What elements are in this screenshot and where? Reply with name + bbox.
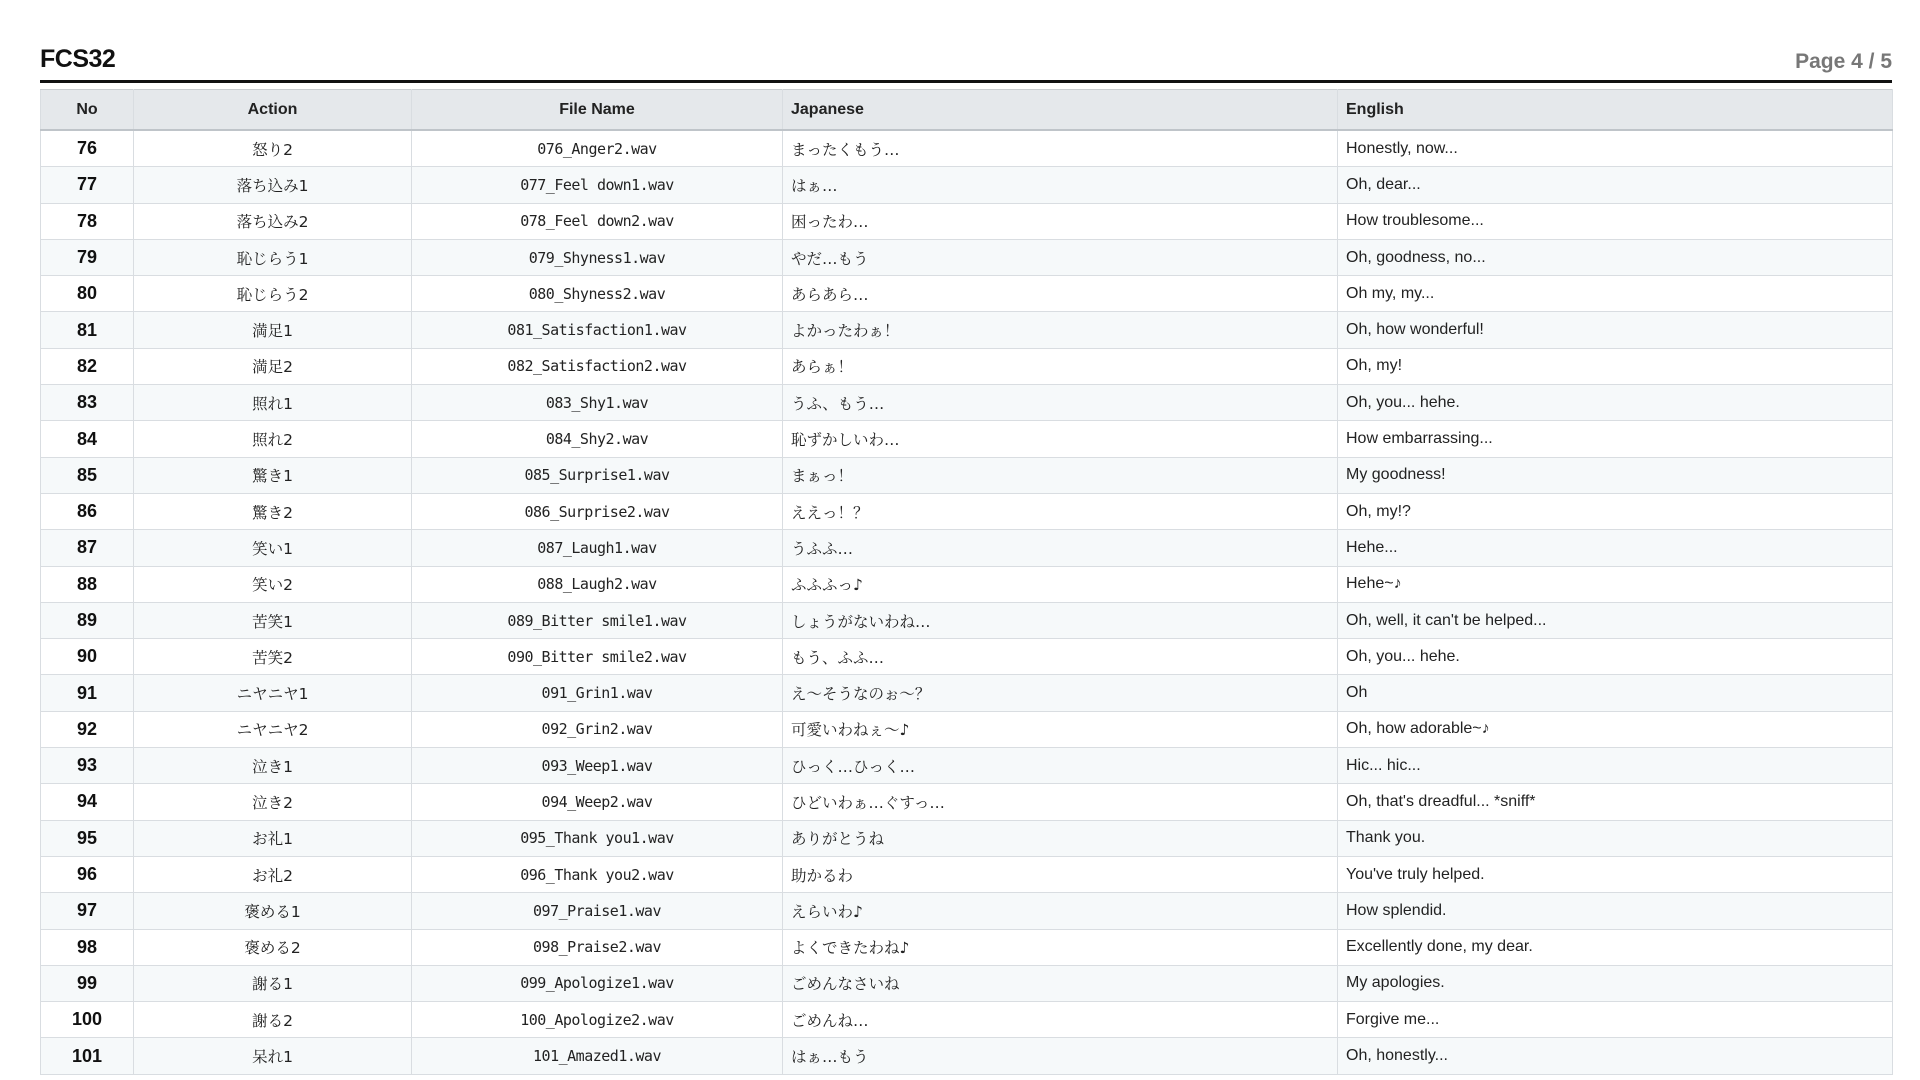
column-header-japanese: Japanese [783,90,1338,131]
table-row [41,1002,1893,1038]
table-row [41,421,1893,457]
cell-no: 78 [41,203,134,239]
cell-no: 95 [41,820,134,856]
voice-line-table [40,89,1893,1075]
cell-japanese: えらいわ♪ [783,893,1338,929]
cell-action: 照れ1 [134,385,412,421]
cell-japanese: ありがとうね [783,820,1338,856]
cell-action: 泣き2 [134,784,412,820]
cell-no: 87 [41,530,134,566]
cell-action: ニヤニヤ1 [134,675,412,711]
table-row [41,203,1893,239]
table-row [41,348,1893,384]
cell-action: 恥じらう1 [134,239,412,275]
cell-english: Oh, you... hehe. [1338,385,1893,421]
cell-japanese: え〜そうなのぉ〜？ [783,675,1338,711]
cell-japanese: しょうがないわね… [783,602,1338,638]
cell-english: Oh, my! [1338,348,1893,384]
cell-action: お礼2 [134,856,412,892]
cell-english: You've truly helped. [1338,856,1893,892]
cell-japanese: ええっ！？ [783,493,1338,529]
cell-japanese: よかったわぁ！ [783,312,1338,348]
cell-action: 落ち込み2 [134,203,412,239]
cell-file-name: 081_Satisfaction1.wav [412,312,783,348]
cell-file-name: 089_Bitter smile1.wav [412,602,783,638]
cell-japanese: あらぁ！ [783,348,1338,384]
cell-no: 85 [41,457,134,493]
cell-file-name: 079_Shyness1.wav [412,239,783,275]
cell-japanese: よくできたわね♪ [783,929,1338,965]
cell-file-name: 084_Shy2.wav [412,421,783,457]
cell-file-name: 096_Thank you2.wav [412,856,783,892]
column-header-english: English [1338,90,1893,131]
cell-file-name: 077_Feel down1.wav [412,167,783,203]
cell-japanese: まったくもう… [783,130,1338,167]
cell-file-name: 098_Praise2.wav [412,929,783,965]
cell-no: 76 [41,130,134,167]
table-row [41,784,1893,820]
cell-action: 褒める1 [134,893,412,929]
cell-action: 謝る2 [134,1002,412,1038]
cell-no: 91 [41,675,134,711]
cell-japanese: もう、ふふ… [783,639,1338,675]
cell-action: 驚き2 [134,493,412,529]
cell-file-name: 085_Surprise1.wav [412,457,783,493]
column-header-file-name: File Name [412,90,783,131]
cell-japanese: ふふふっ♪ [783,566,1338,602]
cell-japanese: あらあら… [783,276,1338,312]
cell-no: 99 [41,965,134,1001]
cell-english: Oh, my!? [1338,493,1893,529]
table-row [41,385,1893,421]
table-row [41,929,1893,965]
table-row [41,893,1893,929]
table-row [41,239,1893,275]
cell-file-name: 092_Grin2.wav [412,711,783,747]
cell-file-name: 076_Anger2.wav [412,130,783,167]
table-row [41,130,1893,167]
cell-english: Honestly, now... [1338,130,1893,167]
cell-file-name: 101_Amazed1.wav [412,1038,783,1074]
cell-action: 泣き1 [134,748,412,784]
cell-action: 照れ2 [134,421,412,457]
cell-english: Oh, how wonderful! [1338,312,1893,348]
table-row [41,820,1893,856]
cell-japanese: 可愛いわねぇ〜♪ [783,711,1338,747]
cell-no: 80 [41,276,134,312]
cell-file-name: 097_Praise1.wav [412,893,783,929]
cell-file-name: 099_Apologize1.wav [412,965,783,1001]
cell-no: 93 [41,748,134,784]
cell-english: My goodness! [1338,457,1893,493]
cell-no: 92 [41,711,134,747]
cell-file-name: 080_Shyness2.wav [412,276,783,312]
cell-file-name: 094_Weep2.wav [412,784,783,820]
cell-english: Oh my, my... [1338,276,1893,312]
table-row [41,675,1893,711]
cell-english: How embarrassing... [1338,421,1893,457]
table-row [41,566,1893,602]
cell-action: 驚き1 [134,457,412,493]
column-header-no: No [41,90,134,131]
cell-japanese: はぁ…もう [783,1038,1338,1074]
column-header-action: Action [134,90,412,131]
cell-no: 90 [41,639,134,675]
cell-file-name: 088_Laugh2.wav [412,566,783,602]
page-header [40,38,1892,83]
table-row [41,167,1893,203]
cell-file-name: 086_Surprise2.wav [412,493,783,529]
page-number: Page 4 / 5 [1795,50,1892,73]
table-row [41,530,1893,566]
table-row [41,312,1893,348]
cell-action: 笑い1 [134,530,412,566]
cell-japanese: ひっく…ひっく… [783,748,1338,784]
cell-english: Oh, you... hehe. [1338,639,1893,675]
cell-no: 98 [41,929,134,965]
cell-english: Hehe... [1338,530,1893,566]
cell-file-name: 100_Apologize2.wav [412,1002,783,1038]
cell-no: 84 [41,421,134,457]
cell-no: 79 [41,239,134,275]
cell-action: 呆れ1 [134,1038,412,1074]
cell-english: Hehe~♪ [1338,566,1893,602]
cell-no: 94 [41,784,134,820]
cell-english: Thank you. [1338,820,1893,856]
cell-no: 101 [41,1038,134,1074]
cell-action: 落ち込み1 [134,167,412,203]
cell-japanese: はぁ… [783,167,1338,203]
cell-action: 笑い2 [134,566,412,602]
cell-action: 苦笑1 [134,602,412,638]
cell-english: Oh, well, it can't be helped... [1338,602,1893,638]
table-row [41,856,1893,892]
cell-english: Forgive me... [1338,1002,1893,1038]
table-row [41,602,1893,638]
cell-english: Oh, how adorable~♪ [1338,711,1893,747]
cell-japanese: 助かるわ [783,856,1338,892]
cell-japanese: 恥ずかしいわ… [783,421,1338,457]
cell-english: Oh, that's dreadful... *sniff* [1338,784,1893,820]
cell-japanese: ごめんね… [783,1002,1338,1038]
cell-english: Oh, honestly... [1338,1038,1893,1074]
cell-no: 83 [41,385,134,421]
table-row [41,639,1893,675]
table-row [41,493,1893,529]
cell-no: 82 [41,348,134,384]
cell-japanese: ごめんなさいね [783,965,1338,1001]
cell-action: 満足2 [134,348,412,384]
cell-action: 怒り2 [134,130,412,167]
table-row [41,711,1893,747]
cell-file-name: 095_Thank you1.wav [412,820,783,856]
cell-english: Oh, dear... [1338,167,1893,203]
cell-file-name: 082_Satisfaction2.wav [412,348,783,384]
cell-action: 満足1 [134,312,412,348]
cell-no: 100 [41,1002,134,1038]
cell-japanese: うふふ… [783,530,1338,566]
cell-action: ニヤニヤ2 [134,711,412,747]
cell-english: Oh [1338,675,1893,711]
cell-action: 謝る1 [134,965,412,1001]
cell-no: 77 [41,167,134,203]
cell-file-name: 087_Laugh1.wav [412,530,783,566]
cell-no: 88 [41,566,134,602]
cell-no: 96 [41,856,134,892]
cell-japanese: ひどいわぁ…ぐすっ… [783,784,1338,820]
cell-action: 恥じらう2 [134,276,412,312]
cell-japanese: やだ…もう [783,239,1338,275]
table-header-row [41,90,1893,131]
document-title: FCS32 [40,45,116,73]
cell-english: Hic... hic... [1338,748,1893,784]
cell-action: 苦笑2 [134,639,412,675]
cell-english: My apologies. [1338,965,1893,1001]
table-row [41,1038,1893,1074]
cell-english: Excellently done, my dear. [1338,929,1893,965]
cell-file-name: 093_Weep1.wav [412,748,783,784]
cell-english: Oh, goodness, no... [1338,239,1893,275]
cell-file-name: 091_Grin1.wav [412,675,783,711]
cell-no: 97 [41,893,134,929]
table-row [41,276,1893,312]
cell-file-name: 083_Shy1.wav [412,385,783,421]
cell-japanese: うふ、もう… [783,385,1338,421]
cell-no: 89 [41,602,134,638]
cell-japanese: 困ったわ… [783,203,1338,239]
document-page [40,38,1892,1075]
cell-english: How splendid. [1338,893,1893,929]
cell-no: 81 [41,312,134,348]
cell-english: How troublesome... [1338,203,1893,239]
cell-japanese: まぁっ！ [783,457,1338,493]
table-row [41,457,1893,493]
cell-action: 褒める2 [134,929,412,965]
table-row [41,748,1893,784]
cell-file-name: 078_Feel down2.wav [412,203,783,239]
cell-action: お礼1 [134,820,412,856]
cell-no: 86 [41,493,134,529]
table-row [41,965,1893,1001]
cell-file-name: 090_Bitter smile2.wav [412,639,783,675]
